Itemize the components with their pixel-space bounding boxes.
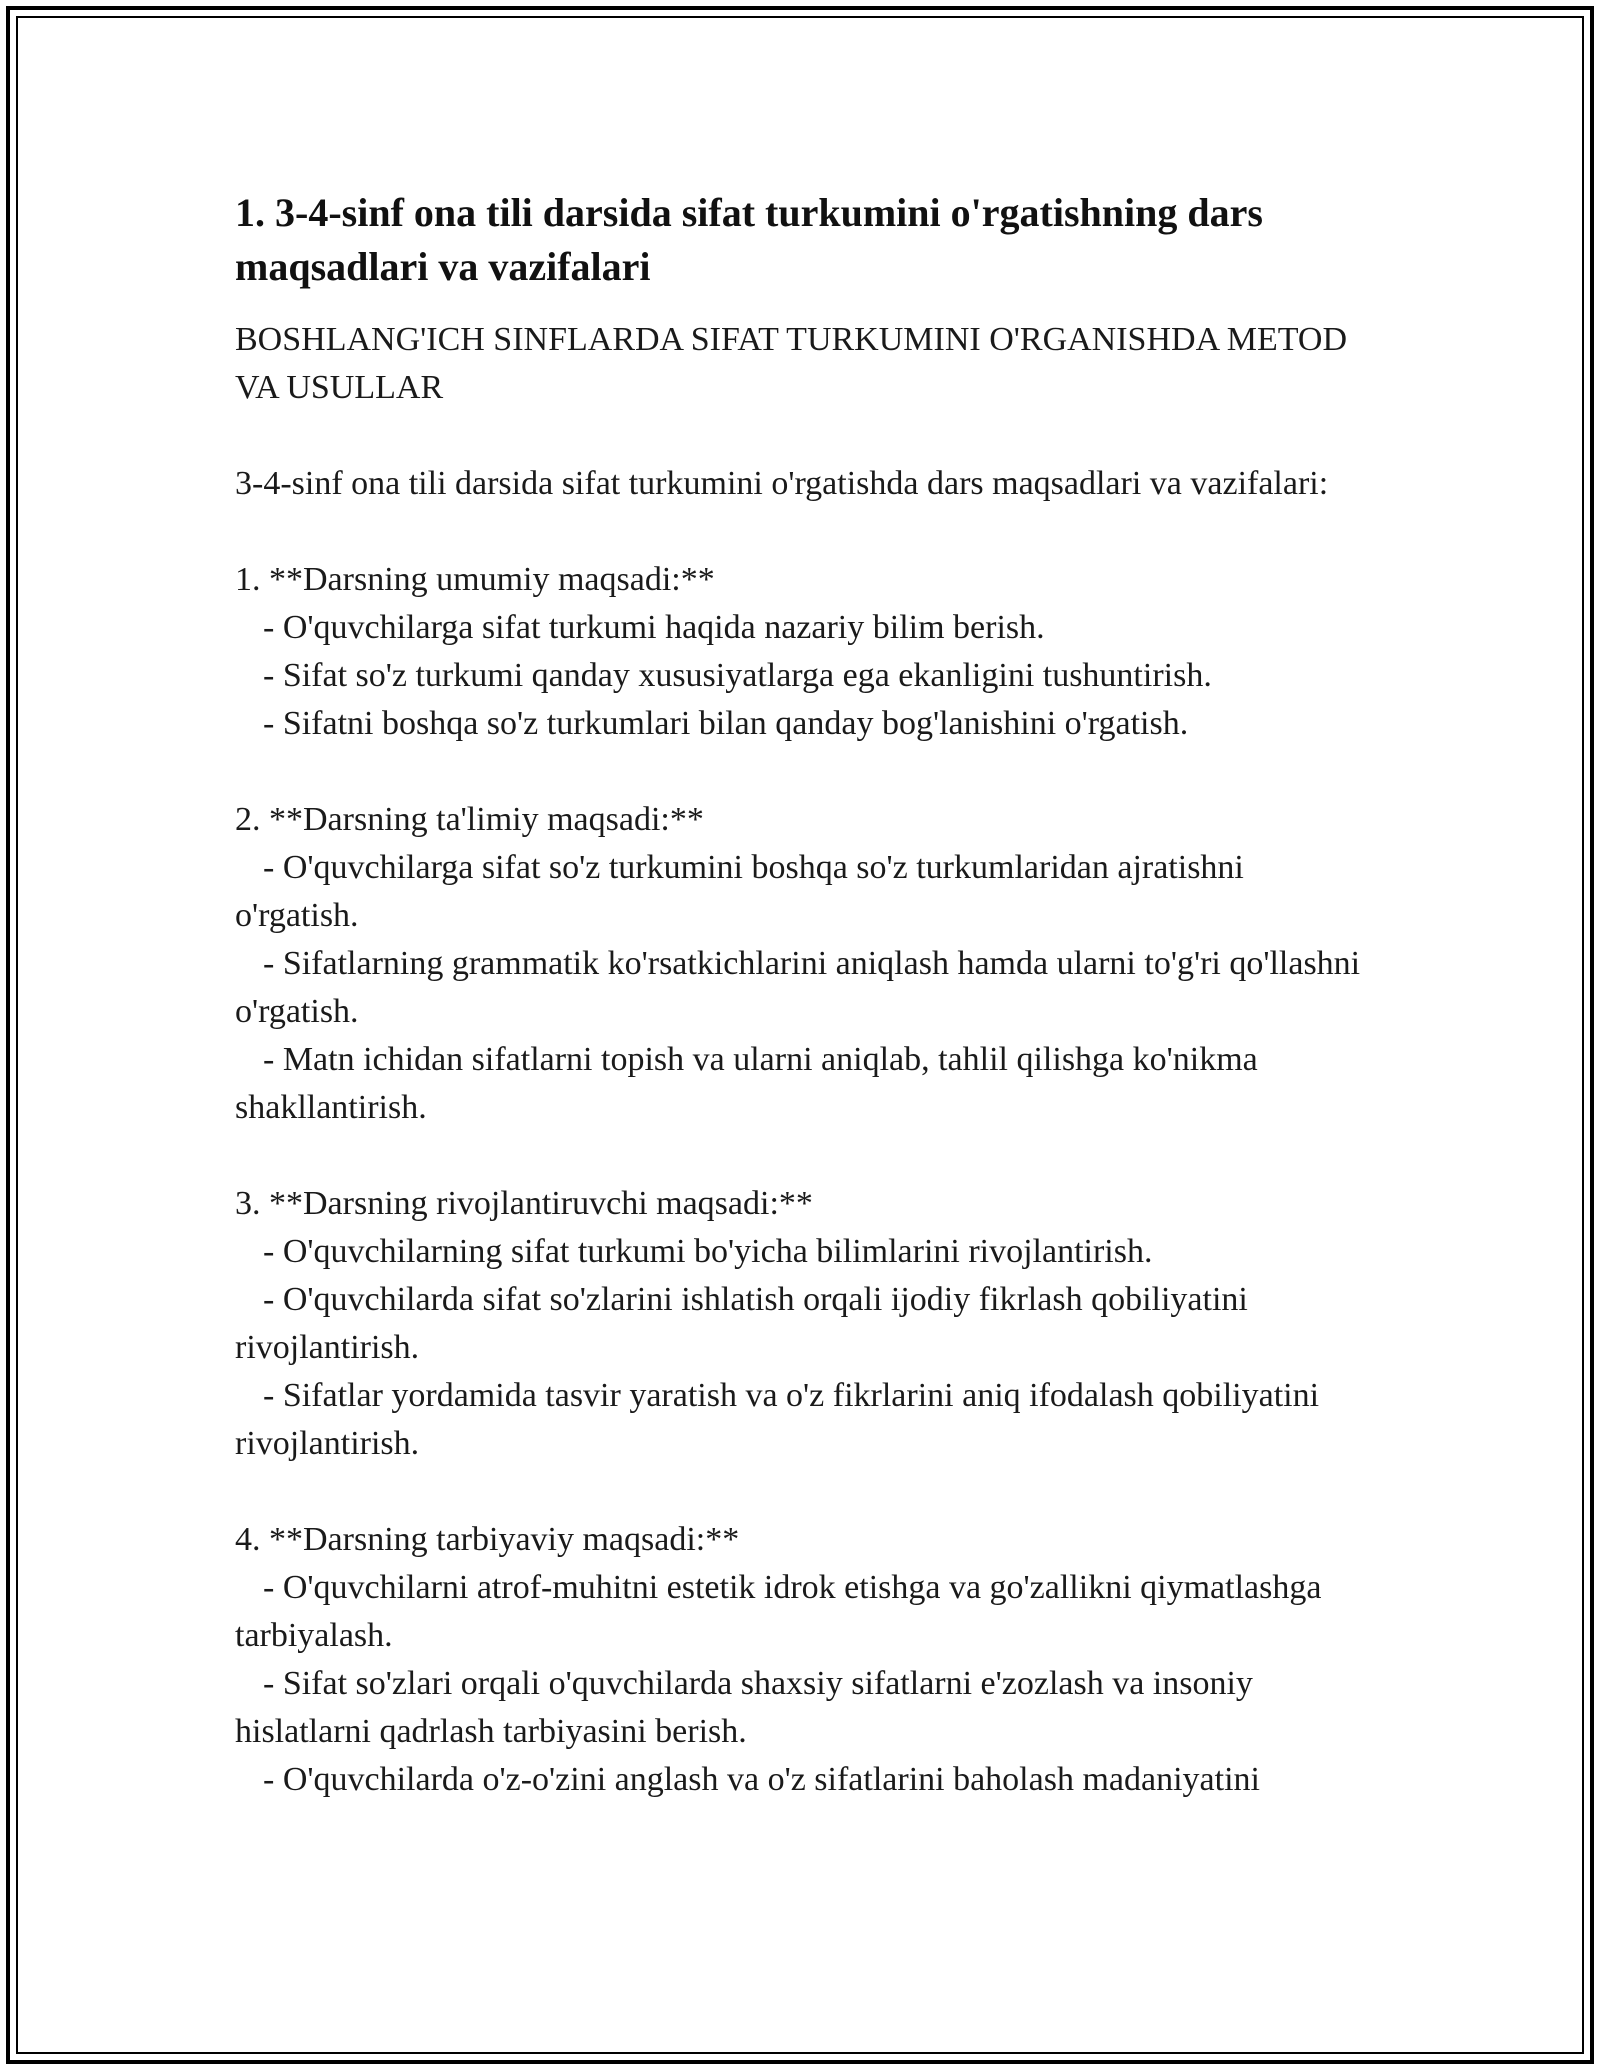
section-2-item-1: - O'quvchilarga sifat so'z turkumini boshqa so'z turkumlaridan ajratishni o'rgatish. [235,849,1244,934]
section-4-item-2: - Sifat so'zlari orqali o'quvchilarda shaxsiy sifatlarni e'zozlash va insoniy hislatlarni qadrlash tarbiyasini berish. [235,1665,1253,1750]
section-2-title: 2. **Darsning ta'limiy maqsadi:** [235,801,704,838]
section-3-item-3: - Sifatlar yordamida tasvir yaratish va o'z fikrlarini aniq ifodalash qobiliyatini rivojlantirish. [235,1377,1320,1462]
section-3-item-2: - O'quvchilarda sifat so'zlarini ishlatish orqali ijodiy fikrlash qobiliyatini rivojlantirish. [235,1281,1248,1366]
section-4-item-3: - O'quvchilarda o'z-o'zini anglash va o'z sifatlarini baholash madaniyatini [263,1761,1260,1798]
spacer [235,1468,1365,1516]
section-1-item-3: - Sifatni boshqa so'z turkumlari bilan qanday bog'lanishini o'rgatish. [263,705,1189,742]
intro-paragraph: 3-4-sinf ona tili darsida sifat turkumini o'rgatishda dars maqsadlari va vazifalari: [235,465,1329,502]
spacer [235,412,1365,460]
spacer [235,508,1365,556]
document-title: 1. 3-4-sinf ona tili darsida sifat turkumini o'rgatishning dars maqsadlari va vazifalari [235,190,1263,289]
section-4-item-1: - O'quvchilarni atrof-muhitni estetik idrok etishga va go'zallikni qiymatlashga tarbiyalash. [235,1569,1322,1654]
spacer [235,748,1365,796]
section-1-item-1: - O'quvchilarga sifat turkumi haqida nazariy bilim berish. [263,609,1045,646]
spacer [235,1132,1365,1180]
section-2-item-3: - Matn ichidan sifatlarni topish va ularni aniqlab, tahlil qilishga ko'nikma shakllantirish. [235,1041,1258,1126]
section-1-title: 1. **Darsning umumiy maqsadi:** [235,561,715,598]
section-3-item-1: - O'quvchilarning sifat turkumi bo'yicha bilimlarini rivojlantirish. [263,1233,1153,1270]
section-2-item-2: - Sifatlarning grammatik ko'rsatkichlarini aniqlash hamda ularni to'g'ri qo'llashni o'rgatish. [235,945,1361,1030]
section-4-title: 4. **Darsning tarbiyaviy maqsadi:** [235,1521,740,1558]
document-body [235,186,1365,1804]
section-1-item-2: - Sifat so'z turkumi qanday xususiyatlarga ega ekanligini tushuntirish. [263,657,1212,694]
section-heading: BOSHLANG'ICH SINFLARDA SIFAT TURKUMINI O'RGANISHDA METOD VA USULLAR [235,321,1348,406]
section-3-title: 3. **Darsning rivojlantiruvchi maqsadi:** [235,1185,813,1222]
